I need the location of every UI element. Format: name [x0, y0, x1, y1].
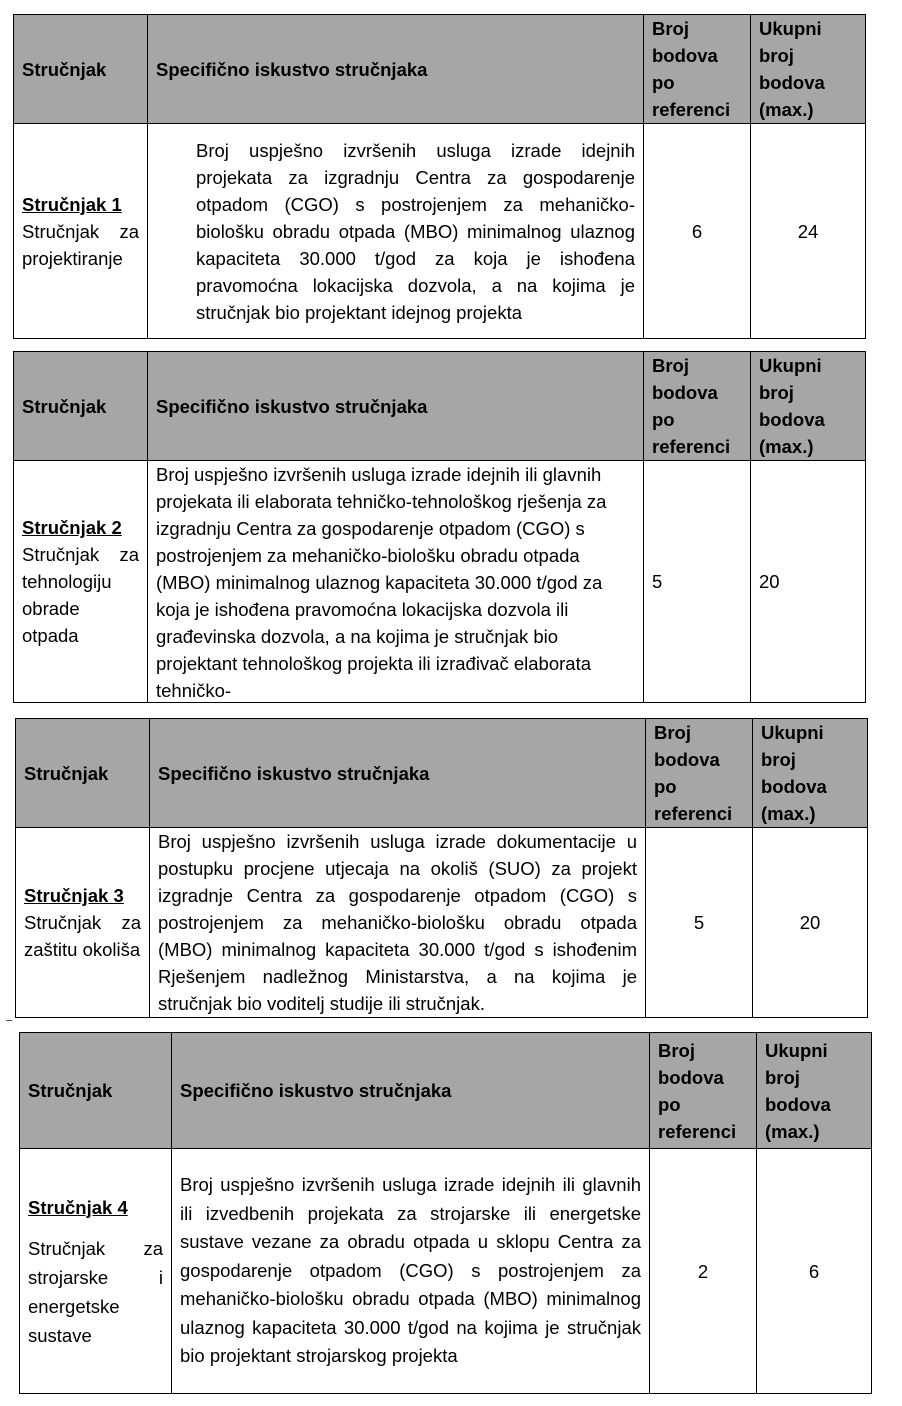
points-per-reference: 6	[644, 124, 751, 339]
header-expert: Stručnjak	[20, 1033, 172, 1149]
expert-title: Stručnjak 1	[22, 193, 122, 215]
header-max-points: Ukupni broj bodova (max.)	[757, 1033, 872, 1149]
expert-experience-cell	[148, 461, 644, 703]
header-points-per-reference: Broj bodova po referenci	[650, 1033, 757, 1149]
header-experience: Specifično iskustvo stručnjaka	[148, 352, 644, 461]
expert-role: Stručnjak za strojarske i energetske sustave	[28, 1237, 163, 1346]
max-points: 6	[757, 1149, 872, 1394]
max-points: 24	[751, 124, 866, 339]
expert-cell	[20, 1149, 172, 1394]
expert-table-2	[13, 351, 866, 703]
expert-role: Stručnjak za tehnologiju obrade otpada	[22, 544, 139, 646]
header-experience: Specifično iskustvo stručnjaka	[150, 719, 646, 828]
table-header-row	[14, 352, 866, 461]
header-points-per-reference: Broj bodova po referenci	[644, 15, 751, 124]
table-header-row	[20, 1033, 872, 1149]
table-row	[16, 828, 868, 1018]
header-points-per-reference: Broj bodova po referenci	[646, 719, 753, 828]
header-experience: Specifično iskustvo stručnjaka	[172, 1033, 650, 1149]
table-row	[14, 461, 866, 703]
max-points: 20	[751, 461, 866, 703]
expert-experience: Broj uspješno izvršenih usluga izrade idejnih ili glavnih projekata ili elaborata tehničko-tehnološkog rješenja za izgradnju Centra za gospodarenje otpadom (CGO) s postrojenjem za mehaničko-biološku obradu otpada (MBO) minimalnog ulaznog kapaciteta 30.000 t/god za koja je ishođena pravomoćna lokacijska dozvola ili građevinska dozvola, a na kojima je stručnjak bio projektant tehnološkog projekta ili izrađivač elaborata tehničko-	[156, 464, 607, 701]
points-per-reference: 2	[650, 1149, 757, 1394]
header-points-per-reference: Broj bodova po referenci	[644, 352, 751, 461]
header-max-points: Ukupni broj bodova (max.)	[753, 719, 868, 828]
expert-role: Stručnjak za zaštitu okoliša	[24, 912, 141, 960]
divider	[6, 1020, 12, 1021]
expert-table-3	[15, 718, 868, 1018]
table-header-row	[16, 719, 868, 828]
header-experience: Specifično iskustvo stručnjaka	[148, 15, 644, 124]
expert-experience: Broj uspješno izvršenih usluga izrade idejnih projekata za izgradnju Centra za gospodarenje otpadom (CGO) s postrojenjem za mehaničko-biološku obradu otpada (MBO) minimalnog ulaznog kapaciteta 30.000 t/god za koja je ishođena pravomoćna lokacijska dozvola, a na kojima je stručnjak bio projektant idejnog projekta	[148, 124, 644, 339]
table-row	[14, 124, 866, 339]
expert-experience: Broj uspješno izvršenih usluga izrade idejnih ili glavnih ili izvedbenih projekata za strojarske ili energetske sustave vezane za obradu otpada u sklopu Centra za gospodarenje otpadom (CGO) s postrojenjem za mehaničko-biološku obradu otpada (MBO) minimalnog ulaznog kapaciteta 30.000 t/god na kojima je stručnjak bio projektant strojarskog projekta	[172, 1149, 650, 1394]
expert-table-4	[19, 1032, 872, 1394]
header-expert: Stručnjak	[16, 719, 150, 828]
expert-table-1	[13, 14, 866, 339]
points-per-reference: 5	[644, 461, 751, 703]
expert-experience: Broj uspješno izvršenih usluga izrade dokumentacije u postupku procjene utjecaja na okoliš (SUO) za projekt izgradnje Centra za gospodarenje otpadom (CGO) s postrojenjem za mehaničko-biološku obradu otpada (MBO) minimalnog kapaciteta 30.000 t/god s ishođenim Rješenjem nadležnog Ministarstva, a na kojima je stručnjak bio voditelj studije ili stručnjak.	[150, 828, 646, 1018]
expert-cell	[14, 124, 148, 339]
expert-cell	[14, 461, 148, 703]
expert-role: Stručnjak za projektiranje	[22, 220, 139, 269]
header-expert: Stručnjak	[14, 352, 148, 461]
header-max-points: Ukupni broj bodova (max.)	[751, 352, 866, 461]
table-row	[20, 1149, 872, 1394]
expert-cell	[16, 828, 150, 1018]
header-expert: Stručnjak	[14, 15, 148, 124]
header-max-points: Ukupni broj bodova (max.)	[751, 15, 866, 124]
points-per-reference: 5	[646, 828, 753, 1018]
table-header-row	[14, 15, 866, 124]
expert-title: Stručnjak 3	[24, 885, 124, 906]
max-points: 20	[753, 828, 868, 1018]
expert-title: Stručnjak 4	[28, 1196, 128, 1218]
expert-title: Stručnjak 2	[22, 517, 122, 538]
